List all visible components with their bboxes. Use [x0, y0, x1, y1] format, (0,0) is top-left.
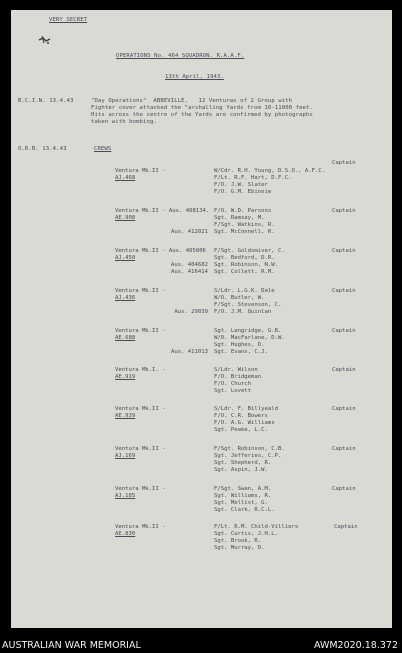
crew-member: S/Ldr. Wilson [214, 367, 258, 373]
crew-member: F/O. A.G. Williams [214, 420, 275, 426]
crew-members [214, 288, 281, 316]
service-number [174, 295, 208, 302]
crew-member: Sgt. Langridge, G.R. [214, 328, 282, 334]
crew-member: F/O. Church [214, 381, 252, 387]
classification-label: VERY SECRET [49, 17, 88, 23]
aircraft-serial: AJ.450 [115, 255, 136, 261]
crew-member: Sgt. Evans, C.J. [214, 349, 268, 355]
crew-members [214, 406, 278, 434]
footer [0, 638, 402, 653]
crew-member: Sgt. Clark, R.C.L. [214, 507, 275, 513]
crew-member: W/O. MacFarlane, D.W. [214, 335, 285, 341]
crew-members [214, 367, 261, 395]
crew-member: Sgt. Mellist, G. [214, 500, 268, 506]
service-numbers [171, 208, 208, 236]
aircraft-serial: AJ.185 [115, 493, 136, 499]
footer-source: AUSTRALIAN WAR MEMORIAL [2, 640, 141, 651]
crew-member: F/O. Bridgeman [214, 374, 262, 380]
crew-member: Sgt. Collett, R.M. [214, 269, 275, 275]
aircraft-type: Ventura Mk.II - [115, 406, 166, 412]
crew-role: Captain [332, 248, 356, 254]
crew-member: F/Lt. R.M. Child-Villiers [214, 524, 299, 530]
crew-member: F/Sgt. Robinson, C.B. [214, 446, 285, 452]
entry-text [91, 98, 313, 126]
aircraft-serial: AE.830 [115, 531, 136, 537]
crew-role: Captain [332, 446, 356, 452]
service-numbers [171, 248, 208, 276]
crew-member: F/Sgt. Goldsmiver, C. [214, 248, 285, 254]
crew-role: Captain [334, 524, 358, 530]
crew-members [214, 446, 285, 474]
crew-member: Sgt. Hughes, D. [214, 342, 265, 348]
crew-member: F/Sgt. Stevenson, C. [214, 302, 282, 308]
aircraft-serial: AE.908 [115, 215, 136, 221]
crew-member: F/O. W.D. Parsons [214, 208, 272, 214]
crew-member: Sgt. Peake, L.C. [214, 427, 268, 433]
service-number: Aus. 412021 [170, 229, 208, 235]
crew-member: Sgt. Robinson, N.W. [214, 262, 278, 268]
crew-role: Captain [332, 328, 356, 334]
crew-members [214, 208, 275, 236]
crew-member: F/Sgt. Swan, A.M. [214, 486, 272, 492]
crew-role: Captain [332, 406, 356, 412]
aircraft-type: Ventura Mk.II - [115, 328, 166, 334]
crew-member: Sgt. Lovett [214, 388, 252, 394]
service-number [171, 255, 208, 262]
crew-role: Captain [332, 160, 356, 166]
crew-member: F/Sgt. Watkins, R. [214, 222, 275, 228]
aircraft-type: Ventura Mk.I. - [115, 367, 166, 373]
crew-members [214, 168, 325, 196]
aircraft-serial: AE.939 [115, 413, 136, 419]
ink-mark-icon [38, 34, 52, 46]
entry-reference: B.C.I.N. 13.4.43 [18, 98, 74, 104]
service-numbers [171, 328, 208, 356]
crew-member: Sgt. Bedford, D.R. [214, 255, 275, 261]
crew-member: S/Ldr. L.G.K. Dale [214, 288, 275, 294]
aircraft-designation [115, 524, 166, 538]
crew-member: Sgt. Jefferies, C.P. [214, 453, 282, 459]
crew-member: Sgt. Williams, R. [214, 493, 272, 499]
aircraft-type: Ventura Mk.II - [115, 524, 166, 530]
footer-reference: AWM2020.18.372 [313, 640, 398, 651]
aircraft-type: Ventura Mk.II - [115, 486, 166, 492]
service-number [174, 302, 208, 309]
crew-members [214, 248, 285, 276]
aircraft-serial: AE.919 [115, 374, 136, 380]
aircraft-type: Ventura Mk.II - Aus. 405806 [115, 248, 206, 254]
crew-role: Captain [332, 367, 356, 373]
aircraft-serial: AJ.169 [115, 453, 136, 459]
crew-member: Sgt. Curtis, J.H.L. [214, 531, 278, 537]
crew-member: W/O. Butler, W. [214, 295, 265, 301]
crew-member: W/Cdr. R.H. Young, D.S.O., A.F.C. [214, 168, 326, 174]
service-number: Aus. 29039 [174, 309, 208, 315]
aircraft-designation [115, 446, 166, 460]
aircraft-type: Ventura Mk.II - [115, 288, 166, 294]
aircraft-designation [115, 367, 166, 381]
service-number [171, 215, 208, 222]
aircraft-designation [115, 406, 166, 420]
crew-role: Captain [332, 486, 356, 492]
service-number [171, 248, 208, 255]
crew-members [214, 486, 275, 514]
crew-member: F/O. J.W. Slater [214, 182, 268, 188]
crew-member: Sgt. Murray, D. [214, 545, 265, 551]
crew-members [214, 524, 298, 552]
aircraft-type: Ventura Mk.II - [115, 168, 166, 174]
aircraft-designation [115, 168, 166, 182]
crew-role: Captain [332, 288, 356, 294]
service-number [174, 288, 208, 295]
entry-text-line: Fighter cover attacked the "arshalling Yards from 10-11000 feet. [91, 105, 313, 111]
aircraft-type: Ventura Mk.II - Aus. 408134. [115, 208, 210, 214]
crew-member: Sgt. Shepherd, R. [214, 460, 272, 466]
service-number [171, 342, 208, 349]
service-number: Aus. 404682 [170, 262, 208, 268]
aircraft-designation [115, 288, 166, 302]
aircraft-designation [115, 486, 166, 500]
entry-text-line: Hits across the centre of the Yards are confirmed by photographs [91, 112, 313, 118]
crew-member: S/Ldr. F. Billyeald [214, 406, 278, 412]
service-numbers [174, 288, 208, 316]
crew-member: Sgt. Brook, R. [214, 538, 262, 544]
aircraft-serial: AJ.468 [115, 175, 136, 181]
crew-member: Sgt. Ramsay, M. [214, 215, 265, 221]
crew-members [214, 328, 285, 356]
crew-role: Captain [332, 208, 356, 214]
entry-text-line: "Day Operations" ABBEVILLE. 12 Venturas of 2 Group with [91, 98, 293, 104]
crew-member: F/O. J.M. Quinlan [214, 309, 272, 315]
service-number [171, 208, 208, 215]
entry-text-line: taken with bombing. [91, 119, 157, 125]
service-number [171, 328, 208, 335]
crew-member: F/O. G.M. Ebinnie [214, 189, 272, 195]
service-number [171, 222, 208, 229]
aircraft-type: Ventura Mk.II - [115, 446, 166, 452]
aircraft-serial: AE.688 [115, 335, 136, 341]
service-number: Aus. 411013 [170, 349, 208, 355]
document-heading: OPERATIONS No. 464 SQUADRON. R.A.A.F. [116, 53, 245, 59]
crew-member: F/O. C.R. Bowers [214, 413, 268, 419]
aircraft-designation [115, 328, 166, 342]
crew-member: Sgt. McConnell, R. [214, 229, 275, 235]
crew-member: Sgt. Aspin, J.W. [214, 467, 268, 473]
crew-member: F/Lt. R.F. Hart, D.F.C. [214, 175, 292, 181]
section-label: CREWS [94, 146, 112, 152]
service-number [171, 335, 208, 342]
entry-reference: O.R.B. 13.4.43 [18, 146, 67, 152]
aircraft-serial: AJ.436 [115, 295, 136, 301]
document-date: 13th April, 1943. [165, 74, 224, 80]
document-page [11, 10, 392, 628]
service-number: Aus. 416414 [170, 269, 208, 275]
